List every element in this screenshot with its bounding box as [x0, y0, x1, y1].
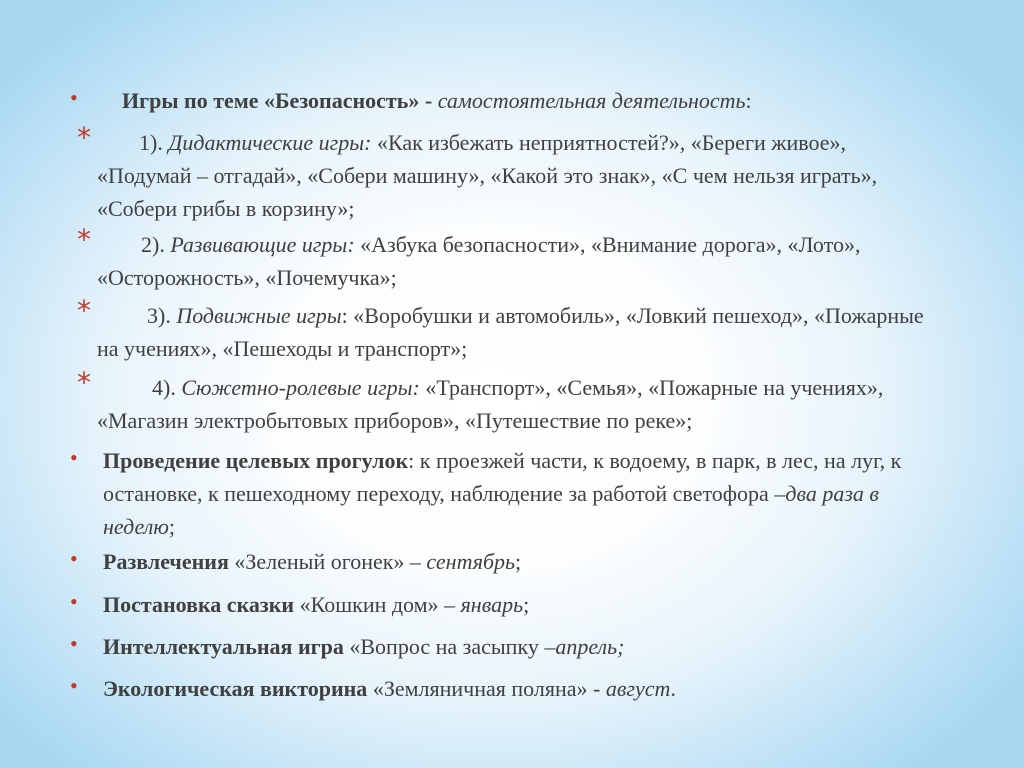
list-item: Игры по теме «Безопасность» - самостоятельная деятельность:: [122, 88, 752, 113]
asterisk-icon: *: [77, 223, 91, 256]
bullet-icon: •: [70, 85, 78, 110]
list-item: 4). Сюжетно-ролевые игры: «Транспорт», «Семья», «Пожарные на учениях», «Магазин электробытовых приборов», «Путешествие по реке»;: [97, 375, 884, 433]
list-item-italic: самостоятельная деятельность: [437, 88, 746, 113]
list-item: Постановка сказки «Кошкин дом» – январь;: [103, 592, 530, 617]
list-item-lead: Игры по теме «Безопасность» -: [122, 88, 438, 113]
asterisk-icon: *: [77, 294, 91, 327]
asterisk-icon: *: [77, 366, 91, 399]
list-item: 1). Дидактические игры: «Как избежать неприятностей?», «Береги живое», «Подумай – отгадай», «Собери машину», «Какой это знак», «С чем нельзя играть», «Собери грибы в корзину»;: [97, 130, 878, 221]
list-item: 3). Подвижные игры: «Воробушки и автомобиль», «Ловкий пешеход», «Пожарные на учениях», «Пешеходы и транспорт»;: [97, 303, 924, 361]
bullet-icon: •: [70, 546, 78, 571]
list-item: Проведение целевых прогулок: к проезжей части, к водоему, в парк, в лес, на луг, к остановке, к пешеходному переходу, наблюдение за работой светофора –два раза в неделю;: [103, 448, 902, 539]
bullet-icon: •: [70, 673, 78, 698]
bullet-icon: •: [70, 589, 78, 614]
list-item: Интеллектуальная игра «Вопрос на засыпку –апрель;: [103, 634, 625, 659]
bullet-icon: •: [70, 445, 78, 470]
list-item: Экологическая викторина «Земляничная поляна» - август.: [103, 676, 676, 701]
list-item: 2). Развивающие игры: «Азбука безопасности», «Внимание дорога», «Лото», «Осторожность», «Почемучка»;: [97, 232, 861, 290]
asterisk-icon: *: [77, 121, 91, 154]
list-item: Развлечения «Зеленый огонек» – сентябрь;: [103, 549, 522, 574]
bullet-icon: •: [70, 631, 78, 656]
